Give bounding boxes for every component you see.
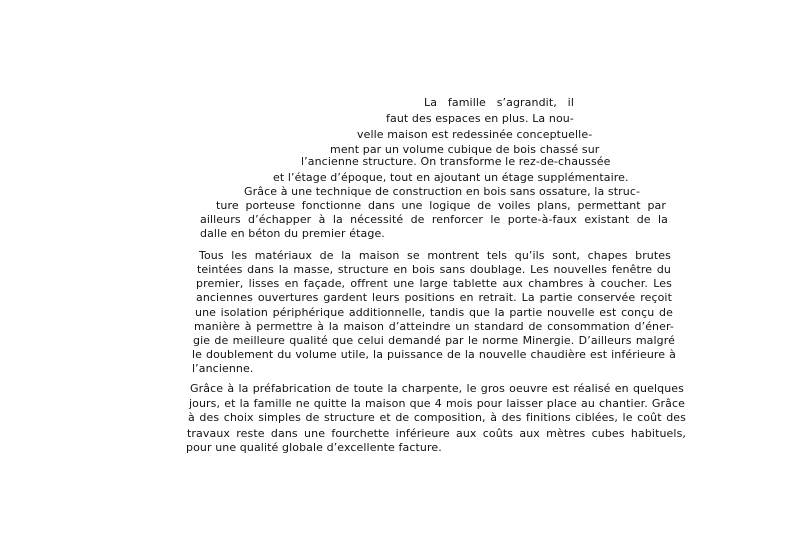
text-line: La famille s’agrandit, il (424, 96, 574, 109)
text-line: l’ancienne structure. On transforme le rez-de-chaussée (301, 155, 611, 168)
text-line: ment par un volume cubique de bois chassé sur (330, 143, 600, 156)
text-line: pour une qualité globale d’excellente facture. (186, 441, 442, 454)
text-line: l’ancienne. (192, 362, 254, 375)
text-line: à des choix simples de structure et de composition, à des finitions ciblées, le coût des (188, 411, 686, 424)
text-line: jours, et la famille ne quitte la maison que 4 mois pour laisser place au chantier. Grâce (189, 397, 685, 410)
text-line: gie de meilleure qualité que celui demandé par le norme Minergie. D’ailleurs malgré (193, 334, 675, 347)
text-line: et l’étage d’époque, tout en ajoutant un étage supplémentaire. (273, 171, 629, 184)
text-line: travaux reste dans une fourchette inférieure aux coûts aux mètres cubes habituels, (187, 427, 686, 440)
text-line: Grâce à la préfabrication de toute la charpente, le gros oeuvre est réalisé en quelques (190, 382, 684, 395)
text-line: faut des espaces en plus. La nou- (386, 112, 574, 125)
text-line: le doublement du volume utile, la puissance de la nouvelle chaudière est inférieure à (192, 348, 676, 361)
text-line: Tous les matériaux de la maison se montrent tels qu’ils sont, chapes brutes (199, 249, 671, 262)
text-line: teintées dans la masse, structure en bois sans doublage. Les nouvelles fenêtre du (197, 263, 671, 276)
text-line: premier, lisses en façade, offrent une large tablette aux chambres à coucher. Les (196, 277, 672, 290)
text-line: anciennes ouvertures gardent leurs positions en retrait. La partie conservée reçoit (196, 291, 672, 304)
text-line: manière à permettre à la maison d’atteindre un standard de consommation d’éner- (194, 320, 674, 333)
text-line: Grâce à une technique de construction en bois sans ossature, la struc- (244, 185, 641, 198)
text-line: ture porteuse fonctionne dans une logique de voiles plans, permettant par (216, 199, 666, 212)
text-line: ailleurs d’échapper à la nécessité de renforcer le porte-à-faux existant de la (200, 213, 668, 226)
text-line: dalle en béton du premier étage. (200, 227, 385, 240)
text-line: velle maison est redessinée conceptuelle- (357, 128, 593, 141)
text-line: une isolation périphérique additionnelle, tandis que la partie nouvelle est conçu de (195, 306, 673, 319)
